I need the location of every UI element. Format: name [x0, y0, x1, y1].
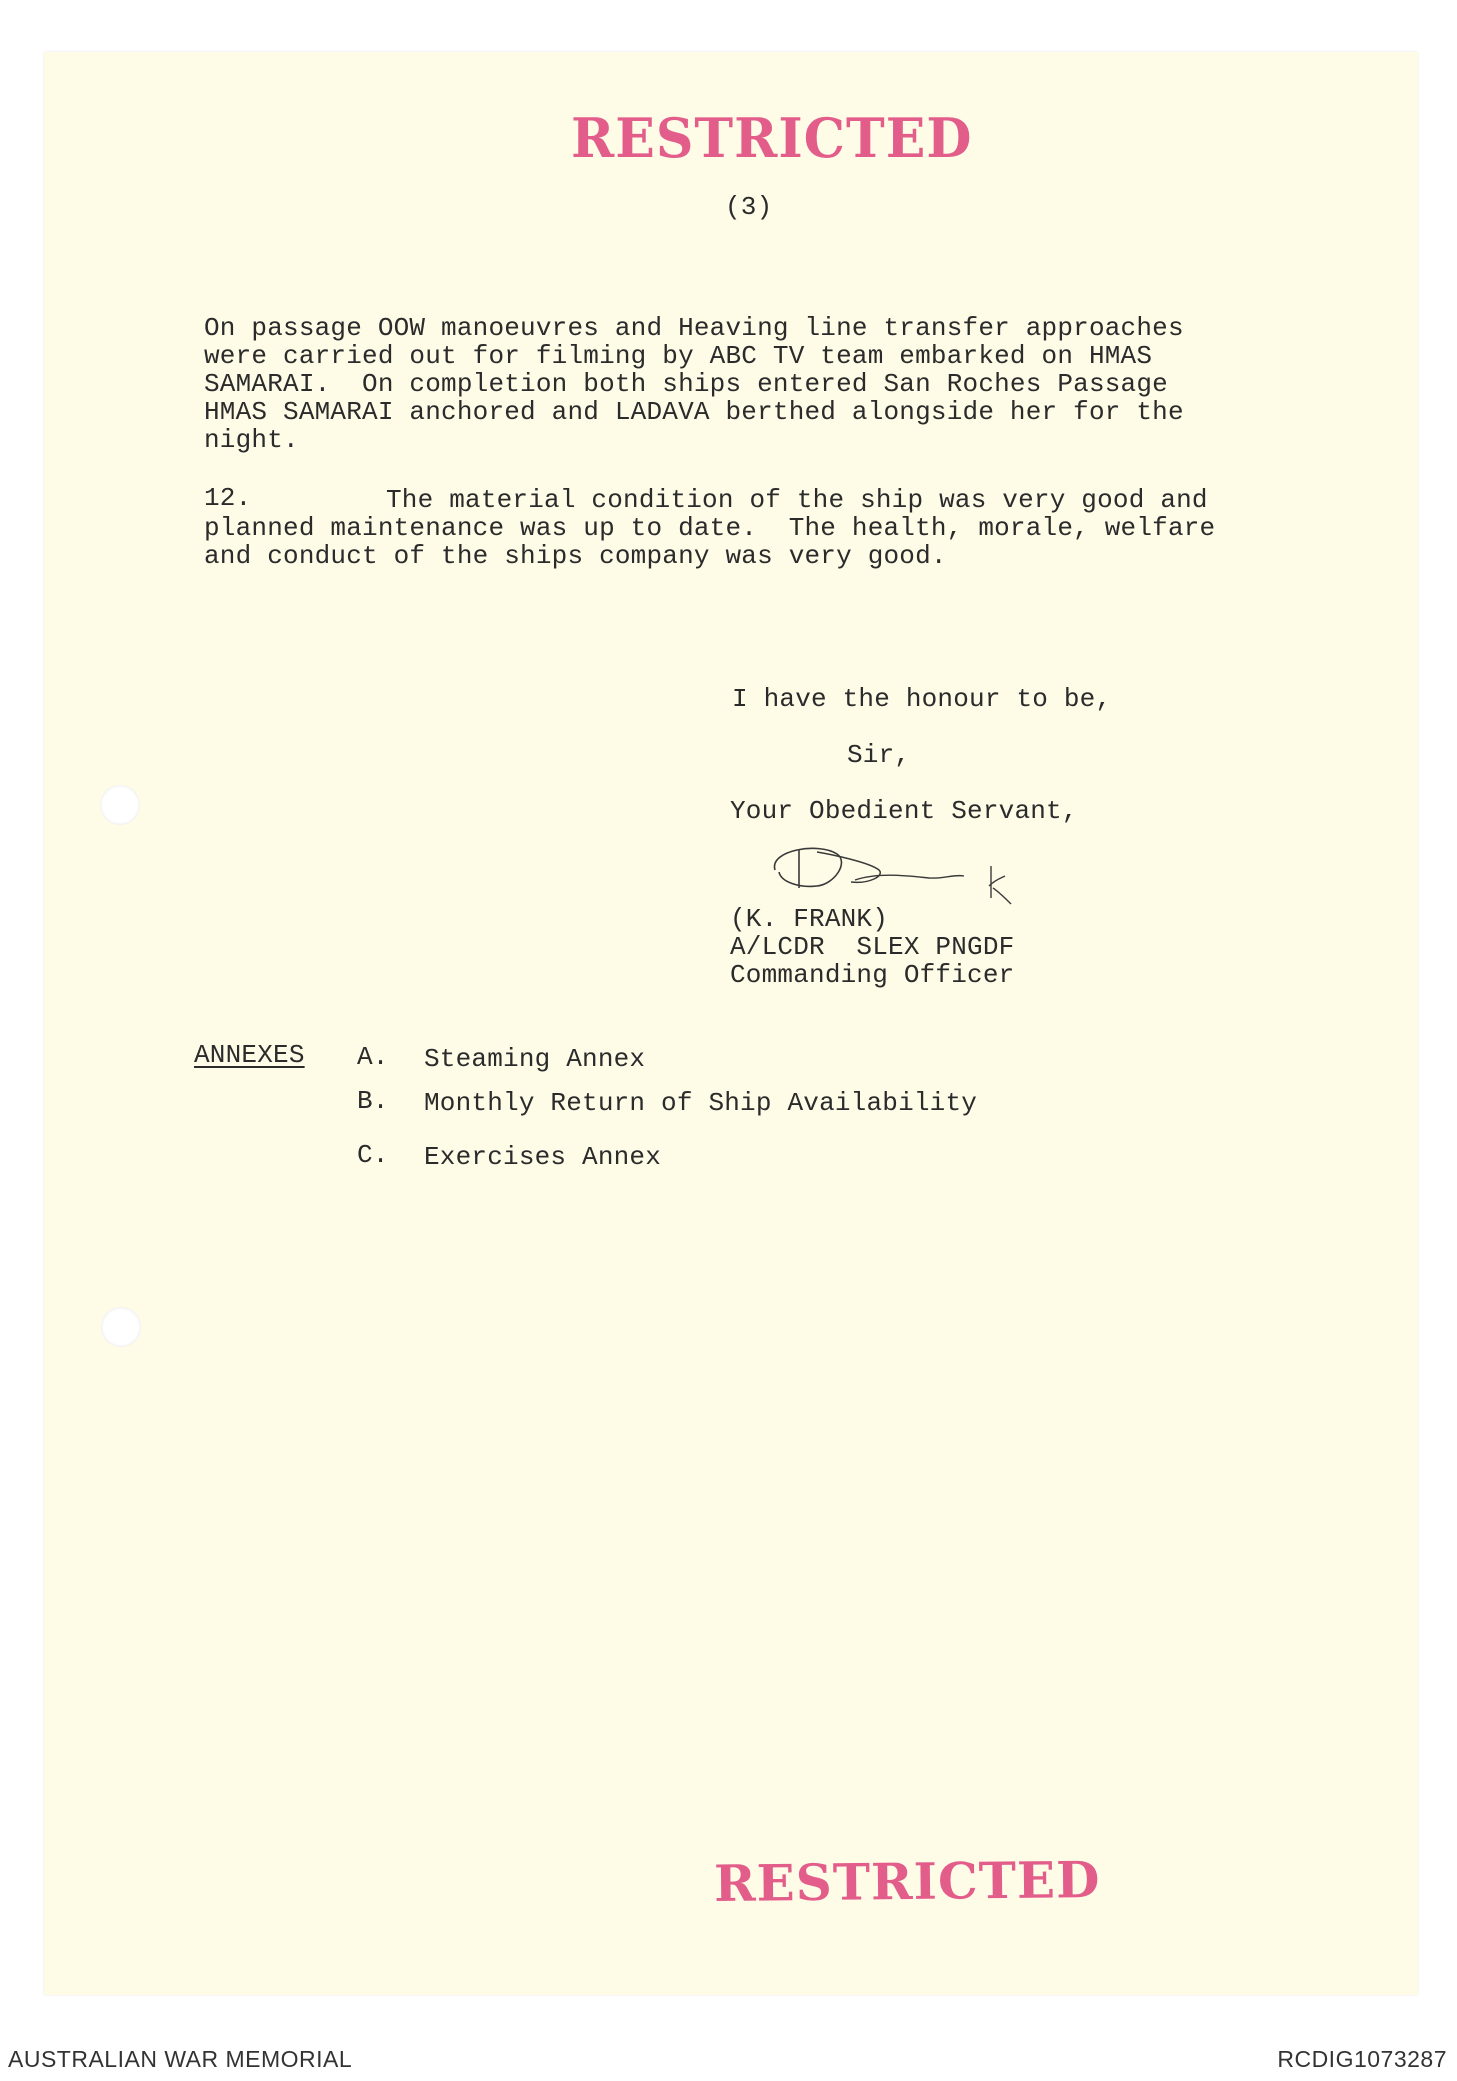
punch-hole — [101, 1307, 141, 1347]
paragraph-line: SAMARAI. On completion both ships entered San Roches Passage — [204, 369, 1168, 399]
paragraph-line: were carried out for filming by ABC TV team embarked on HMAS — [204, 341, 1153, 371]
punch-hole — [100, 785, 140, 825]
paragraph-line: planned maintenance was up to date. The health, morale, welfare — [204, 513, 1216, 543]
annex-letter: C. — [357, 1140, 389, 1170]
annex-letter: B. — [357, 1086, 389, 1116]
annex-label: Steaming Annex — [424, 1044, 646, 1074]
paragraph-line: On passage OOW manoeuvres and Heaving line transfer approaches — [204, 313, 1184, 343]
annex-letter: A. — [357, 1042, 389, 1072]
paragraph-line: and conduct of the ships company was very good. — [204, 541, 947, 571]
signatory-rank: A/LCDR SLEX PNGDF — [730, 932, 1015, 962]
annex-label: Exercises Annex — [424, 1142, 662, 1172]
paragraph-number: 12. — [204, 483, 252, 513]
annex-label: Monthly Return of Ship Availability — [424, 1088, 978, 1118]
signatory-name: (K. FRANK) — [730, 904, 889, 934]
restricted-stamp-top: RESTRICTED — [571, 106, 973, 171]
page-number: (3) — [725, 192, 773, 222]
paragraph-line: night. — [204, 425, 299, 455]
signatory-title: Commanding Officer — [730, 960, 1015, 990]
document-page — [44, 52, 1418, 1995]
handwritten-signature — [759, 832, 1039, 912]
closing-salutation: Sir, — [847, 740, 911, 770]
paragraph-line: The material condition of the ship was very good and — [386, 485, 1208, 515]
closing-line: I have the honour to be, — [732, 684, 1112, 714]
footer-id: RCDIG1073287 — [1277, 2046, 1447, 2072]
footer-source: AUSTRALIAN WAR MEMORIAL — [8, 2046, 353, 2072]
paragraph-line: HMAS SAMARAI anchored and LADAVA berthed alongside her for the — [204, 397, 1184, 427]
restricted-stamp-bottom: RESTRICTED — [713, 1849, 1101, 1914]
closing-line: Your Obedient Servant, — [730, 796, 1078, 826]
annexes-heading: ANNEXES — [194, 1040, 305, 1070]
